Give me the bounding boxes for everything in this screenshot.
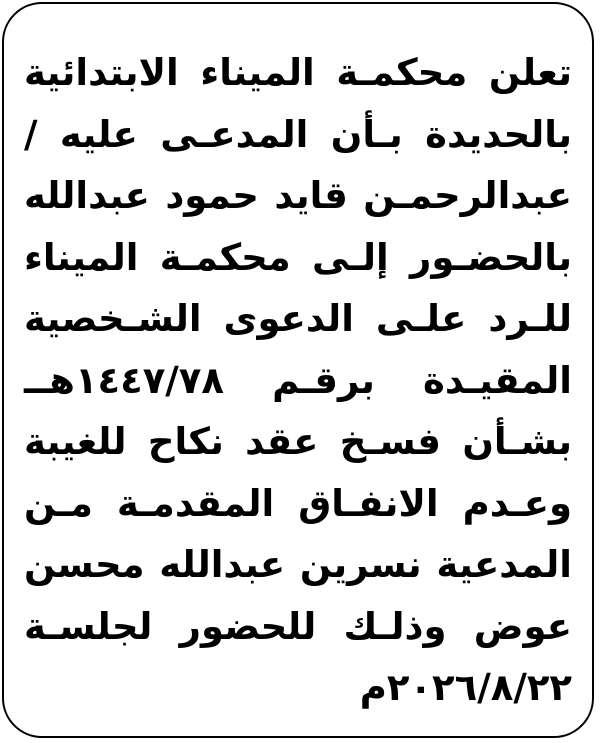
- notice-line-8: وعـدم الانفـاق المقدمـة مـن: [24, 481, 572, 525]
- notice-body: [24, 42, 572, 719]
- notice-line-11: ٢٠٢٦/٨/٢٢م: [359, 666, 572, 709]
- notice-line-1: تعلن محكمـة الميناء الابتدائية: [24, 51, 572, 94]
- notice-line-9: المدعية نسرين عبدالله محسن: [24, 543, 572, 586]
- notice-line-7: بشـأن فسـخ عقد نكاح للغيبة: [24, 420, 572, 463]
- notice-frame: [2, 2, 594, 738]
- notice-line-3: عبدالرحمـن قايد حمود عبدالله: [24, 174, 572, 217]
- notice-line-2: بالحديدة بـأن المدعـى عليه /: [24, 112, 572, 156]
- notice-line-4: بالحضـور إلـى محكمـة الميناء: [24, 235, 572, 279]
- notice-line-10: عوض وذلـك للحضور لجلسـة: [24, 604, 572, 648]
- notice-line-5: للـرد علـى الدعوى الشـخصية: [24, 297, 572, 340]
- notice-line-6: المقيـدة برقـم ١٤٤٧/٧٨هــ: [24, 358, 572, 402]
